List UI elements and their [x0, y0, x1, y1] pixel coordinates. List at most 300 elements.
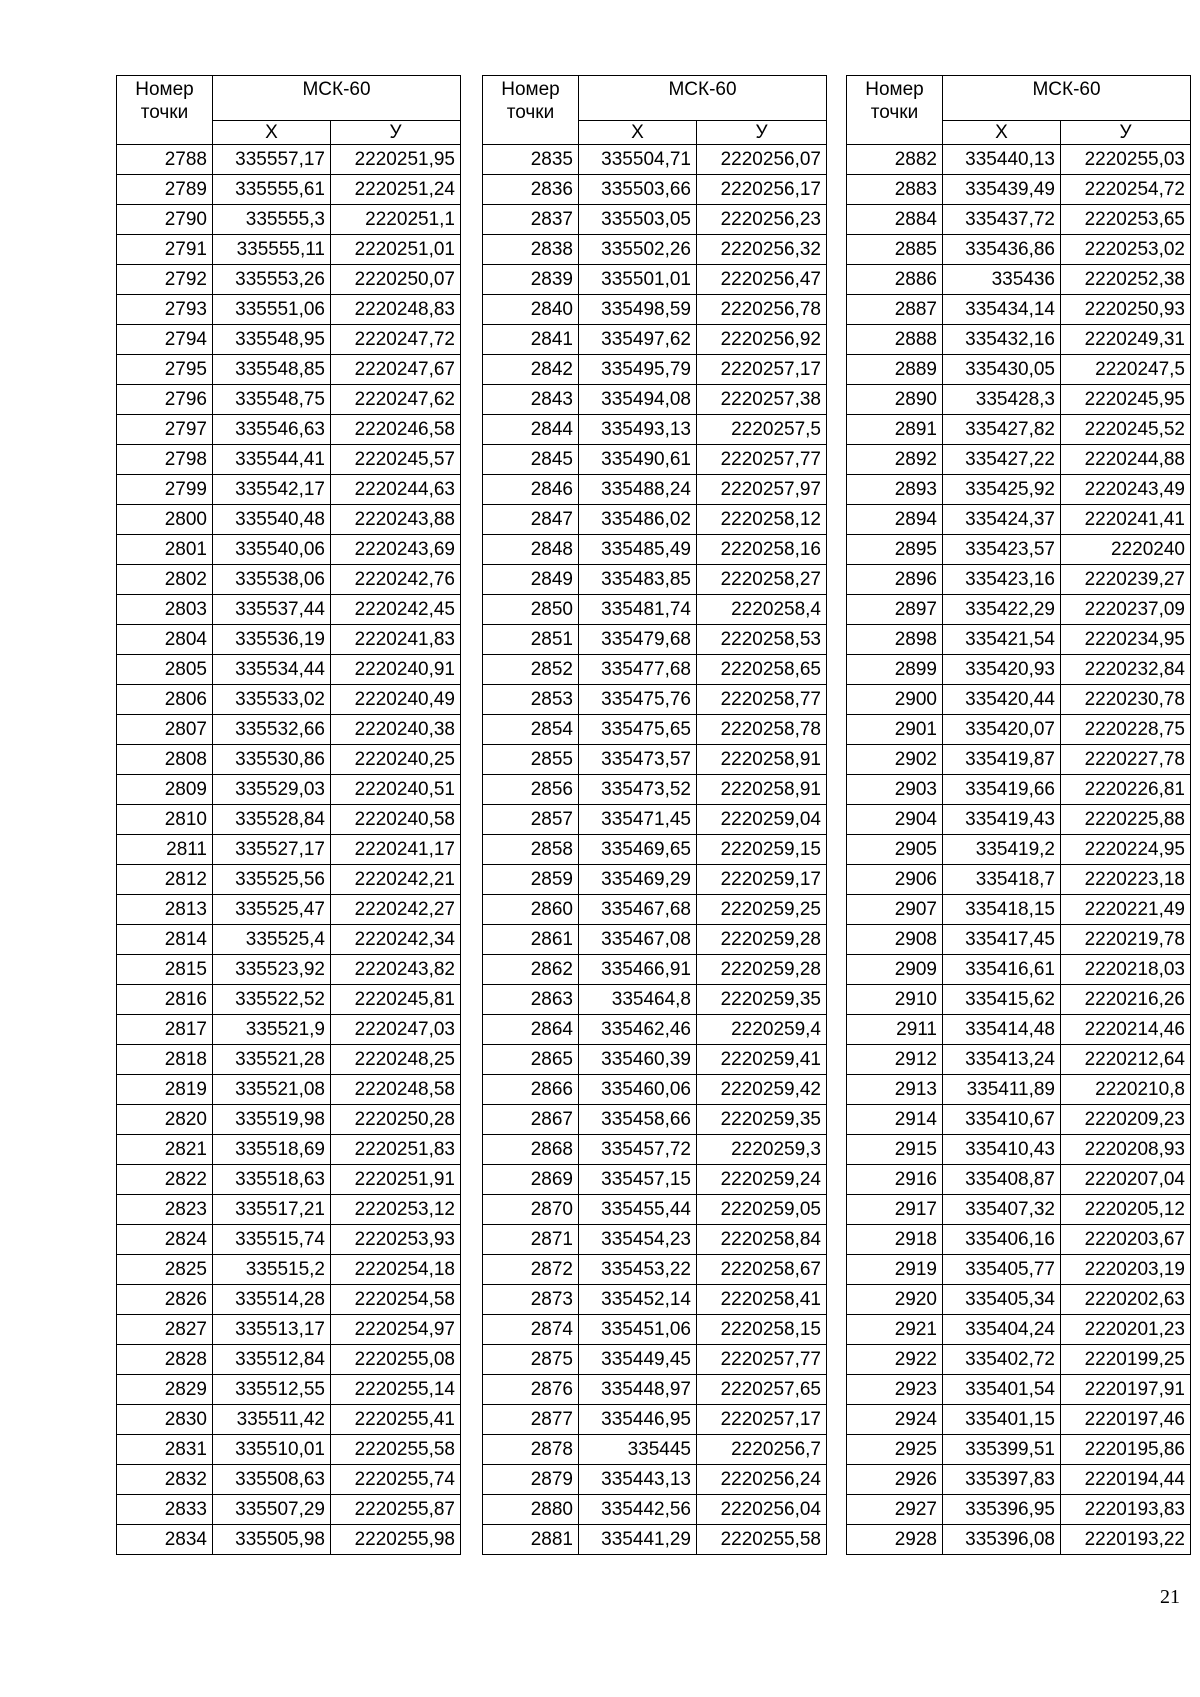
- point-number-cell: 2832: [117, 1465, 213, 1495]
- table-row: [483, 1075, 827, 1105]
- x-coordinate-cell: 335416,61: [943, 955, 1061, 985]
- point-number-cell: 2815: [117, 955, 213, 985]
- y-coordinate-cell: 2220254,18: [331, 1255, 461, 1285]
- x-coordinate-cell: 335507,29: [213, 1495, 331, 1525]
- table-row: [847, 295, 1191, 325]
- y-coordinate-cell: 2220258,78: [697, 715, 827, 745]
- table-row: [483, 625, 827, 655]
- y-coordinate-cell: 2220259,3: [697, 1135, 827, 1165]
- y-coordinate-cell: 2220254,58: [331, 1285, 461, 1315]
- y-coordinate-cell: 2220237,09: [1061, 595, 1191, 625]
- x-coordinate-cell: 335408,87: [943, 1165, 1061, 1195]
- x-coordinate-cell: 335490,61: [579, 445, 697, 475]
- y-coordinate-cell: 2220227,78: [1061, 745, 1191, 775]
- y-coordinate-cell: 2220255,03: [1061, 145, 1191, 175]
- x-coordinate-cell: 335548,85: [213, 355, 331, 385]
- point-number-cell: 2856: [483, 775, 579, 805]
- point-number-cell: 2819: [117, 1075, 213, 1105]
- x-coordinate-cell: 335442,56: [579, 1495, 697, 1525]
- table-row: [847, 1465, 1191, 1495]
- y-coordinate-cell: 2220197,46: [1061, 1405, 1191, 1435]
- y-coordinate-cell: 2220232,84: [1061, 655, 1191, 685]
- y-coordinate-cell: 2220259,24: [697, 1165, 827, 1195]
- point-number-cell: 2836: [483, 175, 579, 205]
- y-coordinate-cell: 2220256,47: [697, 265, 827, 295]
- y-coordinate-cell: 2220202,63: [1061, 1285, 1191, 1315]
- x-coordinate-cell: 335473,52: [579, 775, 697, 805]
- point-number-cell: 2844: [483, 415, 579, 445]
- y-coordinate-cell: 2220242,27: [331, 895, 461, 925]
- table-row: [483, 1015, 827, 1045]
- point-number-cell: 2907: [847, 895, 943, 925]
- table-row: [483, 745, 827, 775]
- point-number-cell: 2915: [847, 1135, 943, 1165]
- table-row: [117, 1045, 461, 1075]
- x-coordinate-cell: 335457,15: [579, 1165, 697, 1195]
- point-number-cell: 2869: [483, 1165, 579, 1195]
- table-row: [483, 1105, 827, 1135]
- y-coordinate-cell: 2220244,88: [1061, 445, 1191, 475]
- y-coordinate-cell: 2220259,17: [697, 865, 827, 895]
- y-coordinate-cell: 2220259,15: [697, 835, 827, 865]
- table-row: [847, 925, 1191, 955]
- point-number-cell: 2798: [117, 445, 213, 475]
- point-number-cell: 2831: [117, 1435, 213, 1465]
- table-row: [117, 655, 461, 685]
- x-coordinate-cell: 335443,13: [579, 1465, 697, 1495]
- point-number-cell: 2820: [117, 1105, 213, 1135]
- y-coordinate-cell: 2220228,75: [1061, 715, 1191, 745]
- y-coordinate-cell: 2220252,38: [1061, 265, 1191, 295]
- y-coordinate-cell: 2220218,03: [1061, 955, 1191, 985]
- y-coordinate-cell: 2220258,91: [697, 745, 827, 775]
- y-coordinate-cell: 2220256,04: [697, 1495, 827, 1525]
- x-coordinate-cell: 335417,45: [943, 925, 1061, 955]
- x-coordinate-cell: 335503,05: [579, 205, 697, 235]
- y-coordinate-cell: 2220203,19: [1061, 1255, 1191, 1285]
- point-number-cell: 2908: [847, 925, 943, 955]
- point-number-cell: 2890: [847, 385, 943, 415]
- x-coordinate-cell: 335504,71: [579, 145, 697, 175]
- y-coordinate-cell: 2220258,27: [697, 565, 827, 595]
- x-coordinate-cell: 335519,98: [213, 1105, 331, 1135]
- point-number-cell: 2912: [847, 1045, 943, 1075]
- point-number-cell: 2802: [117, 565, 213, 595]
- x-coordinate-cell: 335462,46: [579, 1015, 697, 1045]
- x-coordinate-cell: 335525,56: [213, 865, 331, 895]
- y-coordinate-cell: 2220242,34: [331, 925, 461, 955]
- y-coordinate-cell: 2220257,17: [697, 355, 827, 385]
- x-coordinate-cell: 335523,92: [213, 955, 331, 985]
- table-row: [483, 355, 827, 385]
- x-coordinate-cell: 335421,54: [943, 625, 1061, 655]
- table-row: [117, 385, 461, 415]
- x-coordinate-cell: 335521,08: [213, 1075, 331, 1105]
- point-number-cell: 2793: [117, 295, 213, 325]
- y-coordinate-cell: 2220243,69: [331, 535, 461, 565]
- point-header-line2: точки: [870, 102, 919, 123]
- y-coordinate-cell: 2220251,95: [331, 145, 461, 175]
- x-coordinate-cell: 335467,08: [579, 925, 697, 955]
- x-coordinate-cell: 335522,52: [213, 985, 331, 1015]
- y-coordinate-cell: 2220226,81: [1061, 775, 1191, 805]
- point-header-line1: Номер: [865, 79, 924, 100]
- y-coordinate-cell: 2220247,5: [1061, 355, 1191, 385]
- point-number-cell: 2846: [483, 475, 579, 505]
- y-coordinate-cell: 2220251,1: [331, 205, 461, 235]
- y-coordinate-cell: 2220255,98: [331, 1525, 461, 1555]
- x-coordinate-cell: 335469,65: [579, 835, 697, 865]
- point-number-cell: 2867: [483, 1105, 579, 1135]
- table-row: [847, 865, 1191, 895]
- y-coordinate-cell: 2220210,8: [1061, 1075, 1191, 1105]
- x-coordinate-cell: 335479,68: [579, 625, 697, 655]
- table-row: [847, 445, 1191, 475]
- x-coordinate-cell: 335503,66: [579, 175, 697, 205]
- x-coordinate-cell: 335406,16: [943, 1225, 1061, 1255]
- point-number-cell: 2885: [847, 235, 943, 265]
- point-number-cell: 2886: [847, 265, 943, 295]
- x-coordinate-cell: 335477,68: [579, 655, 697, 685]
- table-row: [483, 1345, 827, 1375]
- table-row: [483, 685, 827, 715]
- y-coordinate-cell: 2220241,41: [1061, 505, 1191, 535]
- point-number-header: [117, 76, 213, 145]
- x-coordinate-cell: 335424,37: [943, 505, 1061, 535]
- x-coordinate-cell: 335518,63: [213, 1165, 331, 1195]
- table-row: [847, 985, 1191, 1015]
- point-number-cell: 2879: [483, 1465, 579, 1495]
- x-coordinate-cell: 335527,17: [213, 835, 331, 865]
- x-column-header: X: [943, 121, 1061, 145]
- y-coordinate-cell: 2220199,25: [1061, 1345, 1191, 1375]
- point-number-cell: 2807: [117, 715, 213, 745]
- table-row: [847, 955, 1191, 985]
- x-coordinate-cell: 335404,24: [943, 1315, 1061, 1345]
- table-row: [847, 1285, 1191, 1315]
- table-row: [483, 715, 827, 745]
- y-coordinate-cell: 2220193,22: [1061, 1525, 1191, 1555]
- point-number-cell: 2808: [117, 745, 213, 775]
- point-number-cell: 2891: [847, 415, 943, 445]
- y-coordinate-cell: 2220214,46: [1061, 1015, 1191, 1045]
- point-number-cell: 2872: [483, 1255, 579, 1285]
- table-row: [847, 1105, 1191, 1135]
- point-number-cell: 2888: [847, 325, 943, 355]
- x-coordinate-cell: 335436,86: [943, 235, 1061, 265]
- y-coordinate-cell: 2220203,67: [1061, 1225, 1191, 1255]
- table-row: [117, 1285, 461, 1315]
- y-coordinate-cell: 2220242,21: [331, 865, 461, 895]
- x-coordinate-cell: 335525,47: [213, 895, 331, 925]
- table-row: [117, 745, 461, 775]
- table-row: [117, 685, 461, 715]
- y-coordinate-cell: 2220256,32: [697, 235, 827, 265]
- table-row: [117, 895, 461, 925]
- point-number-cell: 2902: [847, 745, 943, 775]
- point-number-cell: 2893: [847, 475, 943, 505]
- point-number-cell: 2859: [483, 865, 579, 895]
- point-number-cell: 2830: [117, 1405, 213, 1435]
- y-coordinate-cell: 2220258,84: [697, 1225, 827, 1255]
- table-row: [483, 1495, 827, 1525]
- point-number-cell: 2894: [847, 505, 943, 535]
- x-coordinate-cell: 335430,05: [943, 355, 1061, 385]
- y-coordinate-cell: 2220253,65: [1061, 205, 1191, 235]
- y-coordinate-cell: 2220259,28: [697, 925, 827, 955]
- point-number-cell: 2903: [847, 775, 943, 805]
- point-number-cell: 2804: [117, 625, 213, 655]
- point-header-line2: точки: [506, 102, 555, 123]
- x-coordinate-cell: 335553,26: [213, 265, 331, 295]
- y-coordinate-cell: 2220224,95: [1061, 835, 1191, 865]
- x-coordinate-cell: 335402,72: [943, 1345, 1061, 1375]
- x-coordinate-cell: 335413,24: [943, 1045, 1061, 1075]
- table-row: [483, 475, 827, 505]
- table-row: [847, 775, 1191, 805]
- point-number-cell: 2809: [117, 775, 213, 805]
- y-coordinate-cell: 2220256,78: [697, 295, 827, 325]
- point-number-cell: 2789: [117, 175, 213, 205]
- y-coordinate-cell: 2220255,58: [697, 1525, 827, 1555]
- x-coordinate-cell: 335419,43: [943, 805, 1061, 835]
- x-coordinate-cell: 335508,63: [213, 1465, 331, 1495]
- table-row: [847, 1045, 1191, 1075]
- x-coordinate-cell: 335475,65: [579, 715, 697, 745]
- table-row: [117, 1105, 461, 1135]
- point-number-cell: 2792: [117, 265, 213, 295]
- table-row: [483, 955, 827, 985]
- x-coordinate-cell: 335515,74: [213, 1225, 331, 1255]
- point-number-cell: 2927: [847, 1495, 943, 1525]
- table-row: [847, 1015, 1191, 1045]
- table-row: [483, 655, 827, 685]
- y-coordinate-cell: 2220249,31: [1061, 325, 1191, 355]
- point-number-cell: 2904: [847, 805, 943, 835]
- y-coordinate-cell: 2220245,57: [331, 445, 461, 475]
- x-coordinate-cell: 335501,01: [579, 265, 697, 295]
- table-row: [117, 865, 461, 895]
- x-coordinate-cell: 335458,66: [579, 1105, 697, 1135]
- y-coordinate-cell: 2220248,58: [331, 1075, 461, 1105]
- y-coordinate-cell: 2220258,65: [697, 655, 827, 685]
- x-coordinate-cell: 335529,03: [213, 775, 331, 805]
- x-coordinate-cell: 335540,48: [213, 505, 331, 535]
- table-row: [847, 685, 1191, 715]
- y-coordinate-cell: 2220254,72: [1061, 175, 1191, 205]
- point-number-cell: 2914: [847, 1105, 943, 1135]
- table-row: [483, 145, 827, 175]
- y-coordinate-cell: 2220241,17: [331, 835, 461, 865]
- x-coordinate-cell: 335455,44: [579, 1195, 697, 1225]
- table-row: [483, 985, 827, 1015]
- table-row: [483, 1165, 827, 1195]
- y-coordinate-cell: 2220242,45: [331, 595, 461, 625]
- point-number-cell: 2898: [847, 625, 943, 655]
- y-coordinate-cell: 2220256,17: [697, 175, 827, 205]
- point-number-cell: 2925: [847, 1435, 943, 1465]
- x-coordinate-cell: 335399,51: [943, 1435, 1061, 1465]
- table-row: [847, 895, 1191, 925]
- table-row: [483, 1315, 827, 1345]
- y-coordinate-cell: 2220258,4: [697, 595, 827, 625]
- table-row: [847, 145, 1191, 175]
- point-number-cell: 2858: [483, 835, 579, 865]
- y-coordinate-cell: 2220230,78: [1061, 685, 1191, 715]
- coordinate-table: [846, 75, 1191, 1555]
- x-column-header: X: [579, 121, 697, 145]
- point-number-cell: 2801: [117, 535, 213, 565]
- y-coordinate-cell: 2220255,74: [331, 1465, 461, 1495]
- y-coordinate-cell: 2220258,91: [697, 775, 827, 805]
- table-row: [483, 415, 827, 445]
- table-row: [847, 385, 1191, 415]
- y-coordinate-cell: 2220251,24: [331, 175, 461, 205]
- x-coordinate-cell: 335448,97: [579, 1375, 697, 1405]
- x-coordinate-cell: 335446,95: [579, 1405, 697, 1435]
- table-row: [483, 895, 827, 925]
- y-coordinate-cell: 2220194,44: [1061, 1465, 1191, 1495]
- x-coordinate-cell: 335440,13: [943, 145, 1061, 175]
- x-coordinate-cell: 335512,84: [213, 1345, 331, 1375]
- page-number: 21: [1160, 1586, 1180, 1608]
- point-number-cell: 2851: [483, 625, 579, 655]
- x-coordinate-cell: 335512,55: [213, 1375, 331, 1405]
- table-row: [847, 1075, 1191, 1105]
- y-coordinate-cell: 2220259,05: [697, 1195, 827, 1225]
- table-row: [847, 1525, 1191, 1555]
- x-coordinate-cell: 335555,3: [213, 205, 331, 235]
- y-coordinate-cell: 2220258,53: [697, 625, 827, 655]
- y-coordinate-cell: 2220240,91: [331, 655, 461, 685]
- y-coordinate-cell: 2220221,49: [1061, 895, 1191, 925]
- coordinate-table: [116, 75, 461, 1555]
- point-number-cell: 2910: [847, 985, 943, 1015]
- x-coordinate-cell: 335405,77: [943, 1255, 1061, 1285]
- point-number-cell: 2811: [117, 835, 213, 865]
- table-row: [117, 475, 461, 505]
- table-row: [117, 715, 461, 745]
- point-number-cell: 2790: [117, 205, 213, 235]
- point-number-cell: 2795: [117, 355, 213, 385]
- y-coordinate-cell: 2220245,52: [1061, 415, 1191, 445]
- point-number-cell: 2848: [483, 535, 579, 565]
- table-row: [117, 565, 461, 595]
- x-coordinate-cell: 335405,34: [943, 1285, 1061, 1315]
- point-number-cell: 2900: [847, 685, 943, 715]
- x-coordinate-cell: 335454,23: [579, 1225, 697, 1255]
- y-coordinate-cell: 2220209,23: [1061, 1105, 1191, 1135]
- point-number-cell: 2862: [483, 955, 579, 985]
- point-number-cell: 2871: [483, 1225, 579, 1255]
- table-row: [847, 475, 1191, 505]
- table-row: [483, 235, 827, 265]
- y-coordinate-cell: 2220216,26: [1061, 985, 1191, 1015]
- table-row: [483, 925, 827, 955]
- x-coordinate-cell: 335483,85: [579, 565, 697, 595]
- point-number-cell: 2884: [847, 205, 943, 235]
- y-coordinate-cell: 2220259,42: [697, 1075, 827, 1105]
- y-coordinate-cell: 2220243,49: [1061, 475, 1191, 505]
- point-number-cell: 2924: [847, 1405, 943, 1435]
- table-row: [117, 1015, 461, 1045]
- y-coordinate-cell: 2220257,97: [697, 475, 827, 505]
- point-number-cell: 2826: [117, 1285, 213, 1315]
- x-coordinate-cell: 335534,44: [213, 655, 331, 685]
- table-row: [847, 715, 1191, 745]
- x-coordinate-cell: 335511,42: [213, 1405, 331, 1435]
- point-header-line1: Номер: [501, 79, 560, 100]
- point-number-cell: 2876: [483, 1375, 579, 1405]
- table-row: [483, 595, 827, 625]
- x-coordinate-cell: 335423,57: [943, 535, 1061, 565]
- x-coordinate-cell: 335420,44: [943, 685, 1061, 715]
- table-row: [847, 1345, 1191, 1375]
- y-coordinate-cell: 2220253,02: [1061, 235, 1191, 265]
- y-coordinate-cell: 2220259,25: [697, 895, 827, 925]
- point-number-cell: 2881: [483, 1525, 579, 1555]
- y-coordinate-cell: 2220256,07: [697, 145, 827, 175]
- x-coordinate-cell: 335418,15: [943, 895, 1061, 925]
- y-coordinate-cell: 2220259,35: [697, 985, 827, 1015]
- point-number-cell: 2854: [483, 715, 579, 745]
- x-coordinate-cell: 335419,66: [943, 775, 1061, 805]
- y-coordinate-cell: 2220250,07: [331, 265, 461, 295]
- x-coordinate-cell: 335551,06: [213, 295, 331, 325]
- y-coordinate-cell: 2220240: [1061, 535, 1191, 565]
- y-coordinate-cell: 2220257,77: [697, 1345, 827, 1375]
- x-coordinate-cell: 335467,68: [579, 895, 697, 925]
- x-coordinate-cell: 335493,13: [579, 415, 697, 445]
- x-coordinate-cell: 335505,98: [213, 1525, 331, 1555]
- point-number-cell: 2843: [483, 385, 579, 415]
- y-coordinate-cell: 2220258,12: [697, 505, 827, 535]
- table-row: [847, 535, 1191, 565]
- table-row: [847, 1375, 1191, 1405]
- table-row: [483, 1525, 827, 1555]
- table-row: [847, 1195, 1191, 1225]
- x-coordinate-cell: 335436: [943, 265, 1061, 295]
- point-number-cell: 2911: [847, 1015, 943, 1045]
- table-row: [117, 505, 461, 535]
- x-coordinate-cell: 335537,44: [213, 595, 331, 625]
- coordinate-system-header: МСК-60: [213, 76, 461, 121]
- point-number-cell: 2839: [483, 265, 579, 295]
- table-row: [483, 805, 827, 835]
- x-coordinate-cell: 335453,22: [579, 1255, 697, 1285]
- x-coordinate-cell: 335532,66: [213, 715, 331, 745]
- table-row: [117, 1255, 461, 1285]
- y-coordinate-cell: 2220251,01: [331, 235, 461, 265]
- x-coordinate-cell: 335497,62: [579, 325, 697, 355]
- x-coordinate-cell: 335425,92: [943, 475, 1061, 505]
- y-coordinate-cell: 2220259,4: [697, 1015, 827, 1045]
- table-row: [117, 535, 461, 565]
- point-number-cell: 2865: [483, 1045, 579, 1075]
- point-number-cell: 2852: [483, 655, 579, 685]
- point-number-cell: 2818: [117, 1045, 213, 1075]
- point-number-cell: 2840: [483, 295, 579, 325]
- y-coordinate-cell: 2220197,91: [1061, 1375, 1191, 1405]
- x-coordinate-cell: 335451,06: [579, 1315, 697, 1345]
- y-coordinate-cell: 2220195,86: [1061, 1435, 1191, 1465]
- point-header-line1: Номер: [135, 79, 194, 100]
- y-coordinate-cell: 2220257,65: [697, 1375, 827, 1405]
- coordinate-system-header: МСК-60: [943, 76, 1191, 121]
- point-number-cell: 2847: [483, 505, 579, 535]
- point-number-cell: 2788: [117, 145, 213, 175]
- table-row: [117, 805, 461, 835]
